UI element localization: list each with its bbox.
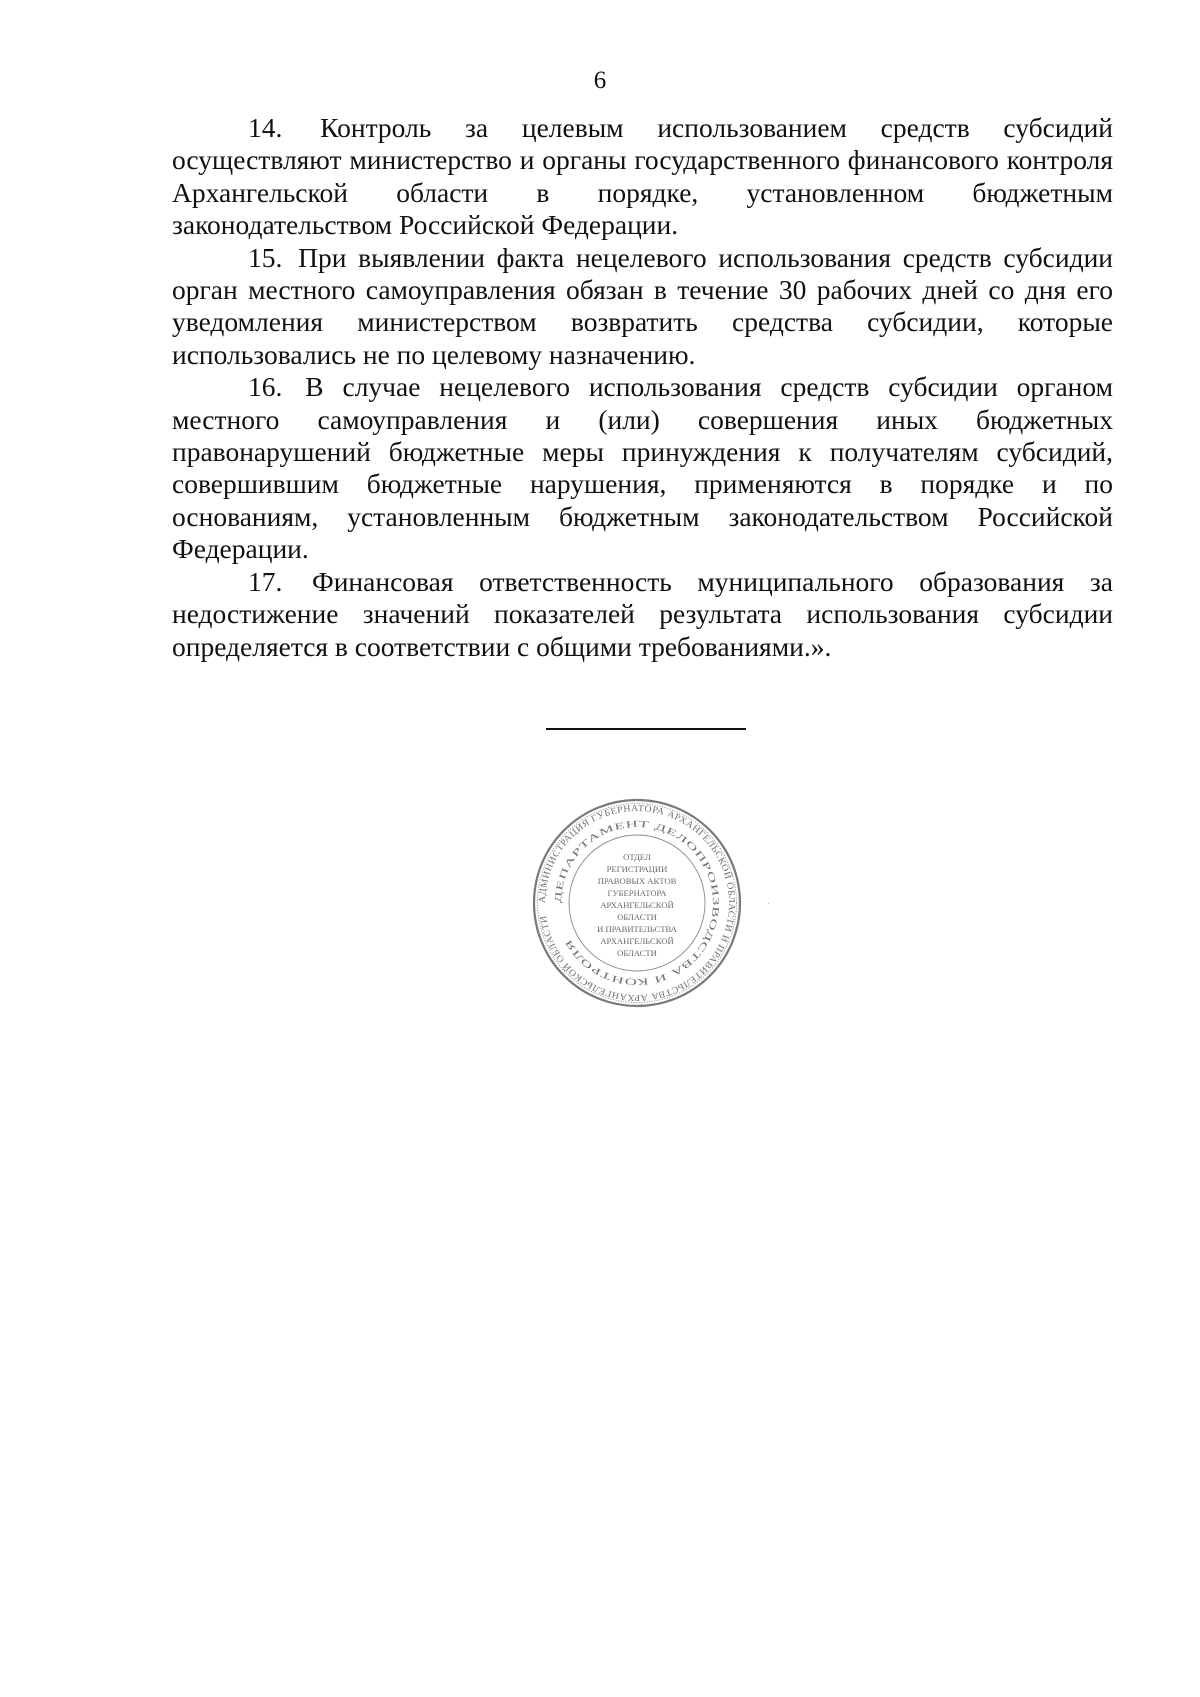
seal-graphic <box>532 798 742 1008</box>
paragraph-text: Контроль за целевым использованием средств субсидий осуществляют министерство и органы государственного финансового контроля Архангельской области в порядке, установленном бюджетным законодательством Российской Федерации. <box>172 112 1113 241</box>
end-of-document-line <box>546 728 746 730</box>
paragraph-text: В случае нецелевого использования средств субсидии органом местного самоуправления и (или) совершения иных бюджетных правонарушений бюджетные меры принуждения к получателям субсидий, совершившим бюджетные нарушения, применяются в порядке и по основаниям, установленным бюджетным законодательством Российской Федерации. <box>172 371 1114 565</box>
seal-center-line: ОТДЕЛ <box>623 852 651 862</box>
paragraph-number: 16. <box>248 371 283 403</box>
page-number: 6 <box>593 67 607 94</box>
paragraph-15 <box>172 242 1113 372</box>
paragraph-number: 15. <box>248 241 283 273</box>
seal-center-line: ПРАВОВЫХ АКТОВ <box>597 876 677 886</box>
seal-center-line: АРХАНГЕЛЬСКОЙ <box>600 900 674 910</box>
paragraph-text: При выявлении факта нецелевого использования средств субсидии орган местного самоуправления обязан в течение 30 рабочих дней со дня его уведомления министерством возвратить средства субсидии, которые использовались не по целевому назначению. <box>172 241 1114 370</box>
paragraph-number: 14. <box>248 112 283 143</box>
seal-center-line: АРХАНГЕЛЬСКОЙ <box>600 936 674 946</box>
seal-center-line: ОБЛАСТИ <box>617 948 657 958</box>
paragraph-16 <box>172 371 1113 565</box>
document-body <box>172 112 1113 663</box>
seal-center-line: ГУБЕРНАТОРА <box>607 888 667 898</box>
paragraph-text: Финансовая ответственность муниципального образования за недостижение значений показателей результата использования субсидии определяется в соответствии с общими требованиями.». <box>172 565 1113 662</box>
seal-center-line: И ПРАВИТЕЛЬСТВА <box>597 924 677 934</box>
paragraph-14 <box>172 112 1113 242</box>
seal-outer-ring-text: АДМИНИСТРАЦИЯ ГУБЕРНАТОРА АРХАНГЕЛЬСКОЙ ОБЛАСТИ И ПРАВИТЕЛЬСТВА АРХАНГЕЛЬСКОЙ ОБЛАСТИ <box>536 802 738 1004</box>
official-seal-stamp <box>532 798 742 1008</box>
paragraph-number: 17. <box>248 565 283 597</box>
paragraph-17 <box>172 566 1113 663</box>
seal-center-line: ОБЛАСТИ <box>617 912 657 922</box>
seal-inner-ring-text: ДЕПАРТАМЕНТ ДЕЛОПРОИЗВОДСТВА И КОНТРОЛЯ <box>552 818 722 988</box>
seal-center-line: РЕГИСТРАЦИИ <box>606 864 668 874</box>
scan-speck <box>768 903 769 904</box>
